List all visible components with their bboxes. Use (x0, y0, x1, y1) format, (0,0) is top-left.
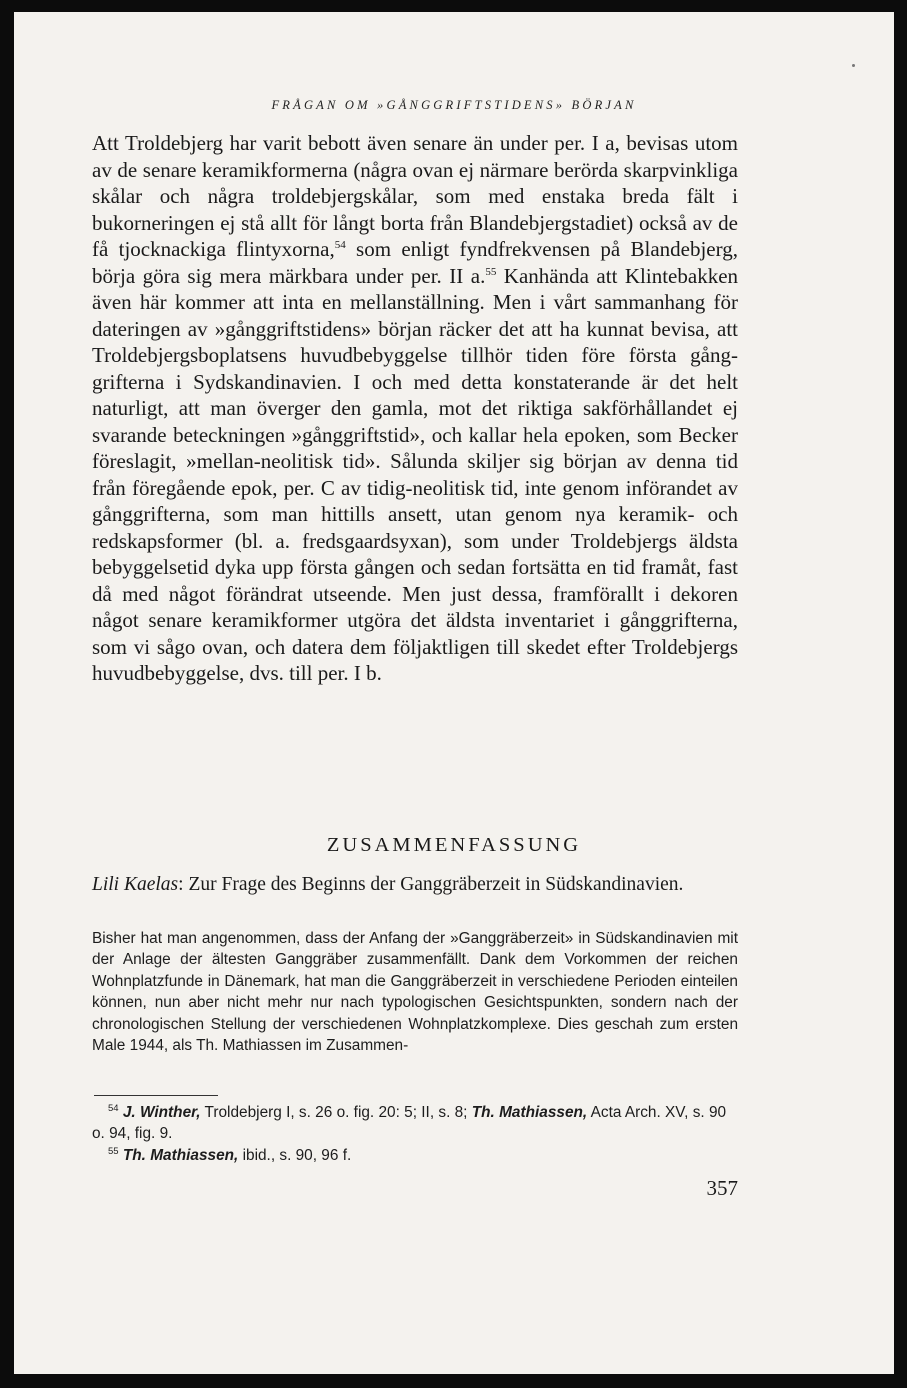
footnote-text: Troldebjerg I, s. 26 o. fig. 20: 5; II, s. 8; (200, 1104, 472, 1121)
body-paragraph (92, 130, 738, 687)
body-text-part-2: som enligt fyndfrekvensen på Blandebjerg, börja göra sig mera märkbara under per. II a. (92, 237, 738, 288)
summary-paragraph: Bisher hat man angenommen, dass der Anfang der »Ganggräberzeit» in Südskandinavien mit der Anlage der ältesten Ganggräber zusammenfällt. Dank dem Vorkommen der reichen Wohnplatzfunde in Dänemark, hat man die Ganggräberzeit in verschiedene Perioden einteilen können, nun aber nicht mehr nur nach typologischen Gesichtspunkten, sondern nach der chronologischen Stellung der verschiedenen Wohnplatzkomplexe. Dies geschah zum ersten Male 1944, als Th. Mathiassen im Zusammen- (92, 930, 738, 1055)
footnote-ref-54[interactable]: 54 (334, 239, 346, 251)
footnote-author: Th. Mathiassen, (471, 1104, 588, 1121)
section-title: ZUSAMMENFASSUNG (326, 834, 582, 856)
footnote-mark: 54 (108, 1102, 119, 1114)
footnote-ref-55[interactable]: 55 (485, 265, 497, 278)
footnote-text: Acta Arch. XV, s. 90 o. 94, fig. 9. (92, 1104, 727, 1143)
footnote-55 (92, 1145, 738, 1166)
footnote-text: ibid., s. 90, 96 f. (238, 1146, 352, 1164)
footnote-author: Th. Mathiassen, (122, 1146, 239, 1164)
footnote-mark: 55 (108, 1145, 119, 1157)
body-text-part-3: Kanhända att Klintebakken även här kommer att inta en mellanställning. Men i vårt sammanhang för dateringen av »gånggriftstidens» början räcker det att ha kunnat bevisa, att Troldebjergsboplatsens huvudbebyggelse tillhör tiden före första gånggrifterna i Sydskandinavien. I och med detta konstaterande är det helt naturligt, att man överger den gamla, mot det riktiga sakförhållandet ej svarande beteckningen »gånggriftstid», och kallar hela epoken, som Becker föreslagit, »mellan-neolitisk tid». Sålunda skiljer sig början av denna tid från föregående epok, per. C av tidig-neolitisk tid, inte genom införandet av gånggrifterna, som man hittills ansett, utan genom nya keramik- och redskapsformer (bl. a. fredsgaardsyxan), som under Troldebjergs äldsta bebyggelsetid dyka upp första gången och sedan fortsätta en tid framåt, fast då med något förändrat utseende. Men just dessa, framförallt i dekoren något senare keramikformer utgöra det äldsta inventariet i gånggrifterna, som vi sågo ovan, och datera dem följaktligen till skedet efter Troldebjergs huvudbebyggelse, dvs. till per. I b. (92, 263, 739, 685)
footnotes (92, 1102, 738, 1166)
body-text-part-1: Att Troldebjerg har varit bebott även senare än under per. I a, bevisas utom av de senare keramikformerna (några ovan ej närmare berörda skarpvinkliga skålar och några troldebjergskålar, som med enstaka breda fält i bukorneringen ej stå allt för långt borta från Blandebjergstadiet) också av de få tjocknackiga flintyxorna, (92, 131, 738, 261)
footnote-54 (92, 1102, 738, 1145)
footnote-author: J. Winther, (122, 1104, 201, 1121)
citation-title: : Zur Frage des Beginns der Ganggräberzeit in Südskandinavien. (178, 874, 684, 895)
running-head: FRÅGAN OM »GÅNGGRIFTSTIDENS» BÖRJAN (271, 98, 637, 112)
citation-author: Lili Kaelas (92, 874, 179, 895)
book-page (14, 12, 894, 1374)
footnote-divider (94, 1095, 218, 1096)
scan-speck (852, 64, 855, 67)
page-number: 357 (706, 1176, 738, 1200)
summary-citation (92, 872, 738, 897)
